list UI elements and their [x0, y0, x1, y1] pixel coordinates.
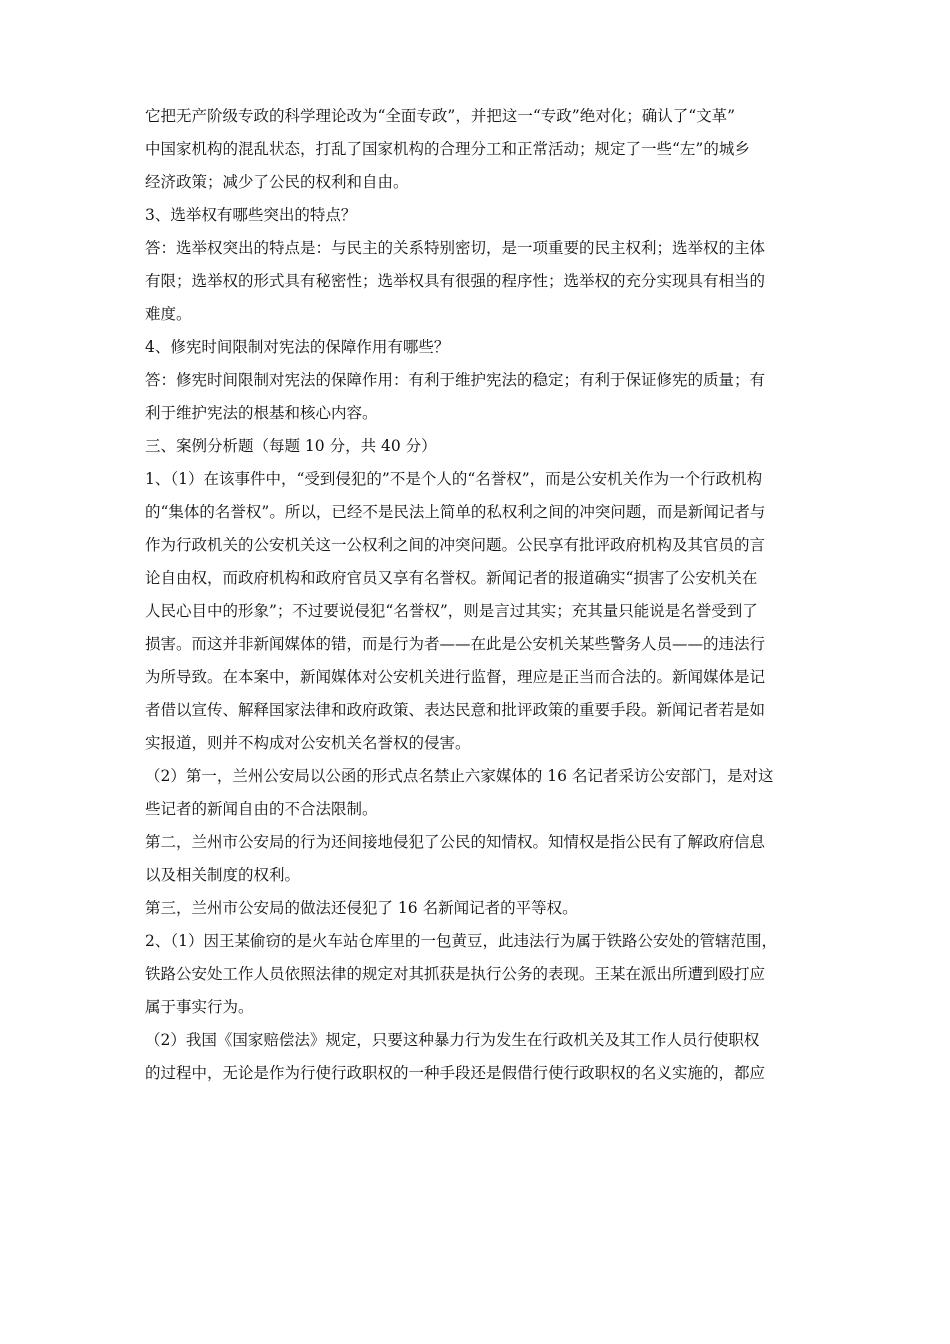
text-line: 为所导致。在本案中，新闻媒体对公安机关进行监督，理应是正当而合法的。新闻媒体是记	[145, 668, 766, 686]
case-1-point-3	[145, 892, 825, 925]
text-line: 难度。	[145, 305, 192, 323]
text-line: 属于事实行为。	[145, 998, 254, 1016]
case-1-part-2	[145, 760, 825, 826]
text-line: 人民心目中的形象”；不过要说侵犯“名誉权”，则是言过其实；充其量只能说是名誉受到了	[145, 602, 758, 620]
answer-3	[145, 232, 825, 331]
text-line: （2）第一，兰州公安局以公函的形式点名禁止六家媒体的 16 名记者采访公安部门，是对这	[145, 767, 774, 785]
text-line: （2）我国《国家赔偿法》规定，只要这种暴力行为发生在行政机关及其工作人员行使职权	[145, 1031, 760, 1049]
text-line: 3、选举权有哪些突出的特点？	[145, 206, 357, 224]
text-line: 铁路公安处工作人员依照法律的规定对其抓获是执行公务的表现。王某在派出所遭到殴打应	[145, 965, 766, 983]
text-line: 实报道，则并不构成对公安机关名誉权的侵害。	[145, 734, 471, 752]
text-line: 1、（1）在该事件中，“受到侵犯的”不是个人的“名誉权”，而是公安机关作为一个行政机构	[145, 470, 763, 488]
text-line: 经济政策；减少了公民的权利和自由。	[145, 173, 409, 191]
text-line: 的“集体的名誉权”。所以，已经不是民法上简单的私权利之间的冲突问题，而是新闻记者与	[145, 503, 766, 521]
text-line: 2、（1）因王某偷窃的是火车站仓库里的一包黄豆，此违法行为属于铁路公安处的管辖范围，	[145, 932, 777, 950]
text-line: 三、案例分析题（每题 10 分，共 40 分）	[145, 437, 437, 455]
text-line: 答：选举权突出的特点是：与民主的关系特别密切，是一项重要的民主权利；选举权的主体	[145, 239, 766, 257]
case-2-part-1	[145, 925, 825, 1024]
text-line: 论自由权，而政府机构和政府官员又享有名誉权。新闻记者的报道确实“损害了公安机关在	[145, 569, 758, 587]
text-line: 第三，兰州市公安局的做法还侵犯了 16 名新闻记者的平等权。	[145, 899, 578, 917]
text-line: 中国家机构的混乱状态，打乱了国家机构的合理分工和正常活动；规定了一些“左”的城乡	[145, 140, 750, 158]
text-line: 些记者的新闻自由的不合法限制。	[145, 800, 378, 818]
section-heading-case-analysis	[145, 430, 825, 463]
text-line: 它把无产阶级专政的科学理论改为“全面专政”，并把这一“专政”绝对化；确认了“文革”	[145, 107, 736, 125]
paragraph-constitution-1975-critique	[145, 100, 825, 199]
case-1-part-1	[145, 463, 825, 760]
question-4	[145, 331, 825, 364]
document-page	[145, 100, 825, 1090]
question-3	[145, 199, 825, 232]
text-line: 的过程中，无论是作为行使行政职权的一种手段还是假借行使行政职权的名义实施的，都应	[145, 1064, 766, 1082]
text-line: 答：修宪时间限制对宪法的保障作用：有利于维护宪法的稳定；有利于保证修宪的质量；有	[145, 371, 766, 389]
case-2-part-2	[145, 1024, 825, 1090]
text-line: 作为行政机关的公安机关这一公权利之间的冲突问题。公民享有批评政府机构及其官员的言	[145, 536, 766, 554]
answer-4	[145, 364, 825, 430]
text-line: 4、修宪时间限制对宪法的保障作用有哪些？	[145, 338, 450, 356]
text-line: 利于维护宪法的根基和核心内容。	[145, 404, 378, 422]
text-line: 者借以宣传、解释国家法律和政府政策、表达民意和批评政策的重要手段。新闻记者若是如	[145, 701, 766, 719]
text-line: 第二，兰州市公安局的行为还间接地侵犯了公民的知情权。知情权是指公民有了解政府信息	[145, 833, 766, 851]
text-line: 损害。而这并非新闻媒体的错，而是行为者——在此是公安机关某些警务人员——的违法行	[145, 635, 766, 653]
text-line: 有限；选举权的形式具有秘密性；选举权具有很强的程序性；选举权的充分实现具有相当的	[145, 272, 766, 290]
text-line: 以及相关制度的权利。	[145, 866, 301, 884]
case-1-point-2	[145, 826, 825, 892]
